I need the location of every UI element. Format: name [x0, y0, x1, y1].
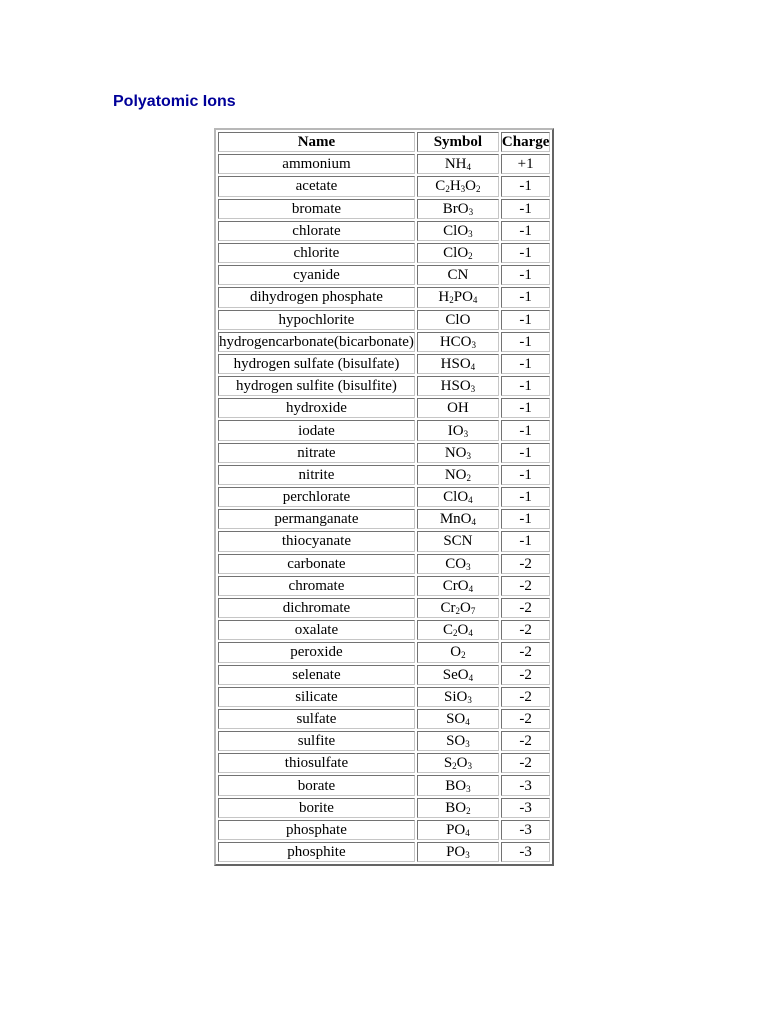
symbol-subscript: 4: [468, 628, 473, 639]
ion-name-cell: peroxide: [218, 642, 415, 662]
symbol-element-text: BO: [445, 777, 467, 794]
symbol-element-text: NO: [444, 466, 467, 483]
table-row: [218, 709, 550, 729]
ion-name-cell: dichromate: [218, 598, 415, 618]
symbol-element-text: SCN: [443, 533, 473, 550]
symbol-subscript: 3: [468, 228, 473, 239]
table-row: [218, 598, 550, 618]
column-header-name: Name: [218, 132, 415, 152]
ion-name-cell: hydroxide: [218, 398, 415, 418]
symbol-element-text: S: [443, 755, 453, 772]
ion-charge-cell: -2: [501, 731, 551, 751]
symbol-element-text: H: [438, 289, 450, 306]
ion-name-cell: permanganate: [218, 509, 415, 529]
symbol-subscript: 4: [472, 295, 478, 306]
ion-symbol-cell: [417, 820, 499, 840]
ion-charge-cell: -2: [501, 642, 551, 662]
ion-name-cell: cyanide: [218, 265, 415, 285]
ion-name-cell: silicate: [218, 687, 415, 707]
ion-symbol-cell: [417, 509, 499, 529]
table-row: [218, 731, 550, 751]
symbol-element-text: O: [456, 755, 468, 772]
ion-charge-cell: -2: [501, 687, 551, 707]
table-row: [218, 509, 550, 529]
ion-symbol-cell: [417, 376, 499, 396]
symbol-subscript: 3: [470, 384, 476, 395]
table-row: [218, 154, 550, 174]
symbol-subscript: 7: [470, 606, 476, 617]
symbol-element-text: BrO: [442, 200, 469, 217]
ion-name-cell: oxalate: [218, 620, 415, 640]
symbol-subscript: 4: [468, 583, 474, 594]
symbol-subscript: 3: [466, 561, 471, 572]
symbol-element-text: SO: [446, 710, 466, 727]
table-row: [218, 775, 550, 795]
symbol-subscript: 3: [465, 850, 470, 861]
table-row: [218, 687, 550, 707]
ion-charge-cell: -1: [501, 332, 551, 352]
ion-symbol-cell: [417, 354, 499, 374]
ion-name-cell: acetate: [218, 176, 415, 196]
ion-symbol-cell: [417, 154, 499, 174]
ion-name-cell: hydrogen sulfate (bisulfate): [218, 354, 415, 374]
ion-table-container: [214, 128, 554, 866]
symbol-subscript: 4: [465, 716, 470, 727]
symbol-element-text: IO: [447, 422, 464, 439]
ion-symbol-cell: [417, 176, 499, 196]
polyatomic-ions-table: [214, 128, 554, 866]
symbol-element-text: ClO: [443, 222, 469, 239]
symbol-subscript: 3: [463, 428, 469, 439]
symbol-subscript: 3: [468, 206, 474, 217]
symbol-subscript: 4: [465, 827, 470, 838]
ion-name-cell: nitrite: [218, 465, 415, 485]
ion-charge-cell: -1: [501, 243, 551, 263]
ion-symbol-cell: [417, 287, 499, 307]
ion-symbol-cell: [417, 731, 499, 751]
symbol-element-text: SeO: [442, 666, 469, 683]
ion-name-cell: perchlorate: [218, 487, 415, 507]
ion-name-cell: nitrate: [218, 443, 415, 463]
ion-name-cell: sulfite: [218, 731, 415, 751]
symbol-subscript: 2: [449, 295, 454, 306]
symbol-element-text: PO: [446, 821, 466, 838]
ion-charge-cell: -1: [501, 509, 551, 529]
ion-charge-cell: -1: [501, 199, 551, 219]
ion-symbol-cell: [417, 531, 499, 551]
ion-name-cell: thiosulfate: [218, 753, 415, 773]
ion-symbol-cell: [417, 420, 499, 440]
symbol-element-text: SO: [446, 733, 466, 750]
ion-name-cell: borite: [218, 798, 415, 818]
ion-name-cell: selenate: [218, 665, 415, 685]
ion-name-cell: hydrogencarbonate(bicarbonate): [218, 332, 415, 352]
ion-charge-cell: -3: [501, 798, 551, 818]
symbol-subscript: 3: [466, 783, 471, 794]
symbol-element-text: MnO: [439, 511, 472, 528]
symbol-subscript: 2: [466, 472, 471, 483]
ion-charge-cell: -2: [501, 576, 551, 596]
table-row: [218, 354, 550, 374]
ion-charge-cell: -2: [501, 709, 551, 729]
ion-symbol-cell: [417, 310, 499, 330]
symbol-element-text: O: [450, 644, 462, 661]
ion-charge-cell: -1: [501, 398, 551, 418]
symbol-subscript: 3: [467, 694, 472, 705]
symbol-subscript: 2: [461, 650, 466, 661]
table-row: [218, 842, 550, 862]
symbol-element-text: CN: [447, 267, 469, 284]
ion-name-cell: borate: [218, 775, 415, 795]
table-row: [218, 753, 550, 773]
table-row: [218, 199, 550, 219]
ion-charge-cell: -1: [501, 287, 551, 307]
table-row: [218, 376, 550, 396]
symbol-element-text: BO: [445, 799, 467, 816]
ion-name-cell: thiocyanate: [218, 531, 415, 551]
ion-name-cell: dihydrogen phosphate: [218, 287, 415, 307]
table-row: [218, 420, 550, 440]
symbol-element-text: ClO: [443, 489, 469, 506]
symbol-element-text: ClO: [445, 311, 471, 328]
table-row: [218, 221, 550, 241]
ion-symbol-cell: [417, 709, 499, 729]
table-row: [218, 487, 550, 507]
ion-charge-cell: -1: [501, 487, 551, 507]
ion-symbol-cell: [417, 665, 499, 685]
ion-charge-cell: -3: [501, 775, 551, 795]
table-body: [218, 154, 550, 862]
symbol-subscript: 3: [471, 339, 476, 350]
symbol-element-text: O: [465, 178, 476, 195]
ion-charge-cell: -1: [501, 531, 551, 551]
ion-name-cell: hydrogen sulfite (bisulfite): [218, 376, 415, 396]
ion-charge-cell: -1: [501, 376, 551, 396]
table-row: [218, 243, 550, 263]
symbol-element-text: HCO: [439, 333, 472, 350]
symbol-subscript: 2: [476, 184, 481, 195]
table-row: [218, 176, 550, 196]
ion-symbol-cell: [417, 487, 499, 507]
ion-symbol-cell: [417, 465, 499, 485]
ion-symbol-cell: [417, 221, 499, 241]
symbol-element-text: PO: [453, 289, 473, 306]
table-row: [218, 531, 550, 551]
symbol-subscript: 4: [468, 495, 473, 506]
symbol-element-text: H: [449, 178, 461, 195]
symbol-subscript: 2: [455, 606, 460, 617]
ion-name-cell: chlorate: [218, 221, 415, 241]
ion-symbol-cell: [417, 443, 499, 463]
symbol-subscript: 2: [452, 628, 458, 639]
ion-symbol-cell: [417, 620, 499, 640]
ion-symbol-cell: [417, 842, 499, 862]
ion-symbol-cell: [417, 265, 499, 285]
symbol-element-text: ClO: [443, 245, 469, 262]
ion-charge-cell: -3: [501, 842, 551, 862]
header-row: [218, 132, 550, 152]
ion-charge-cell: -2: [501, 753, 551, 773]
ion-symbol-cell: [417, 199, 499, 219]
ion-name-cell: chlorite: [218, 243, 415, 263]
table-row: [218, 265, 550, 285]
table-row: [218, 620, 550, 640]
symbol-subscript: 3: [465, 739, 470, 750]
ion-name-cell: phosphite: [218, 842, 415, 862]
ion-charge-cell: -1: [501, 221, 551, 241]
symbol-subscript: 2: [445, 184, 450, 195]
symbol-element-text: OH: [447, 400, 469, 417]
table-row: [218, 576, 550, 596]
ion-name-cell: sulfate: [218, 709, 415, 729]
ion-symbol-cell: [417, 753, 499, 773]
ion-symbol-cell: [417, 398, 499, 418]
table-row: [218, 287, 550, 307]
ion-name-cell: iodate: [218, 420, 415, 440]
ion-symbol-cell: [417, 332, 499, 352]
symbol-element-text: HSO: [440, 378, 471, 395]
symbol-subscript: 2: [452, 761, 457, 772]
ion-charge-cell: -2: [501, 598, 551, 618]
ion-charge-cell: -2: [501, 620, 551, 640]
symbol-subscript: 3: [466, 450, 471, 461]
ion-symbol-cell: [417, 243, 499, 263]
symbol-element-text: SiO: [443, 688, 468, 705]
ion-charge-cell: -2: [501, 554, 551, 574]
ion-charge-cell: -1: [501, 265, 551, 285]
symbol-subscript: 3: [467, 761, 472, 772]
symbol-subscript: 4: [466, 162, 471, 173]
symbol-element-text: CO: [445, 555, 467, 572]
ion-charge-cell: -3: [501, 820, 551, 840]
table-row: [218, 310, 550, 330]
table-header: [218, 132, 550, 152]
symbol-element-text: NH: [444, 156, 467, 173]
symbol-subscript: 3: [460, 184, 466, 195]
symbol-element-text: HSO: [440, 355, 471, 372]
ion-name-cell: phosphate: [218, 820, 415, 840]
page-title: Polyatomic Ions: [113, 93, 236, 110]
ion-symbol-cell: [417, 576, 499, 596]
table-row: [218, 554, 550, 574]
ion-charge-cell: -1: [501, 310, 551, 330]
symbol-element-text: CrO: [442, 577, 469, 594]
ion-charge-cell: -1: [501, 420, 551, 440]
symbol-subscript: 2: [466, 805, 471, 816]
ion-charge-cell: -1: [501, 176, 551, 196]
symbol-element-text: C: [435, 178, 446, 195]
ion-charge-cell: -2: [501, 665, 551, 685]
symbol-element-text: O: [457, 622, 469, 639]
column-header-charge: Charge: [501, 132, 551, 152]
ion-charge-cell: -1: [501, 465, 551, 485]
ion-symbol-cell: [417, 554, 499, 574]
ion-symbol-cell: [417, 642, 499, 662]
table-row: [218, 443, 550, 463]
ion-name-cell: bromate: [218, 199, 415, 219]
ion-charge-cell: -1: [501, 354, 551, 374]
table-row: [218, 820, 550, 840]
column-header-symbol: Symbol: [417, 132, 499, 152]
table-row: [218, 465, 550, 485]
symbol-element-text: PO: [446, 844, 466, 861]
table-row: [218, 665, 550, 685]
ion-charge-cell: +1: [501, 154, 551, 174]
ion-symbol-cell: [417, 687, 499, 707]
symbol-subscript: 2: [468, 251, 473, 262]
ion-name-cell: ammonium: [218, 154, 415, 174]
symbol-element-text: O: [459, 600, 471, 617]
symbol-element-text: NO: [444, 444, 467, 461]
ion-symbol-cell: [417, 798, 499, 818]
table-row: [218, 642, 550, 662]
symbol-element-text: C: [442, 622, 453, 639]
ion-symbol-cell: [417, 775, 499, 795]
symbol-subscript: 4: [470, 361, 476, 372]
symbol-element-text: Cr: [440, 600, 456, 617]
ion-symbol-cell: [417, 598, 499, 618]
ion-name-cell: chromate: [218, 576, 415, 596]
ion-name-cell: carbonate: [218, 554, 415, 574]
table-row: [218, 798, 550, 818]
ion-name-cell: hypochlorite: [218, 310, 415, 330]
symbol-subscript: 4: [471, 517, 476, 528]
ion-charge-cell: -1: [501, 443, 551, 463]
symbol-subscript: 4: [468, 672, 474, 683]
table-row: [218, 332, 550, 352]
table-row: [218, 398, 550, 418]
